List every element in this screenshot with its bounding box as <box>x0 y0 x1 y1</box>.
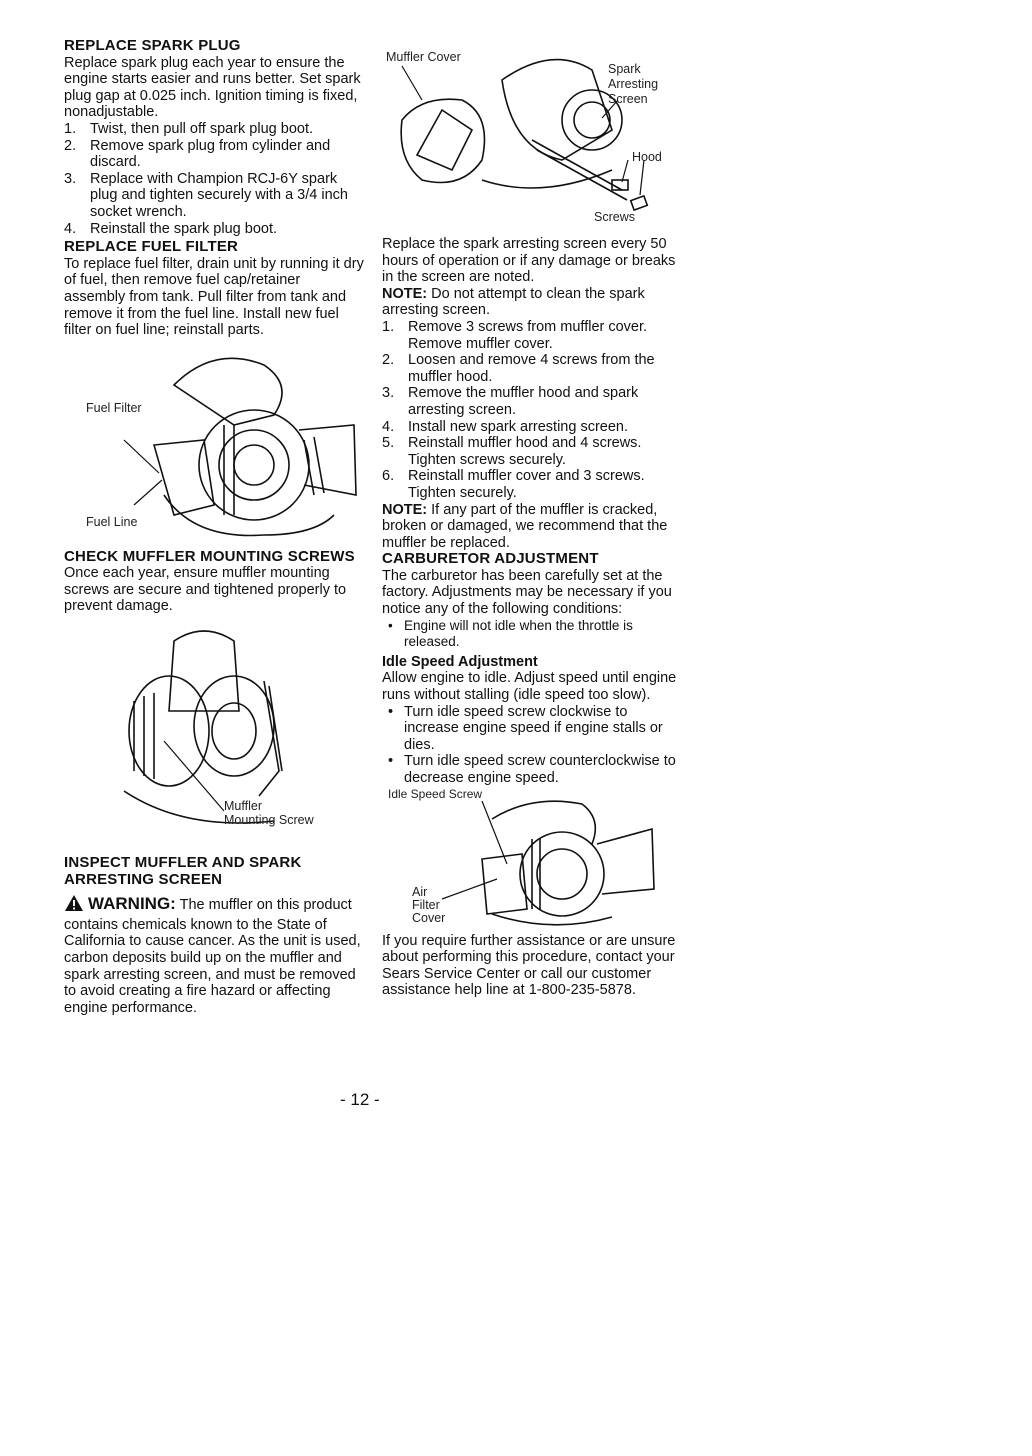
heading-carburetor-adjustment: CARBURETOR ADJUSTMENT <box>382 550 599 568</box>
step-number: 2. <box>64 137 77 154</box>
carburetor-conditions <box>382 618 682 651</box>
list-item <box>382 618 682 651</box>
page-number: - 12 - <box>340 1090 380 1109</box>
step-text: Remove the muffler hood and spark arresting screen. <box>408 385 639 418</box>
list-item <box>64 221 364 238</box>
label-screws: Screws <box>594 210 635 224</box>
list-item <box>382 419 682 436</box>
step-text: Twist, then pull off spark plug boot. <box>90 120 314 137</box>
label-arresting: Arresting <box>608 77 659 91</box>
heading-inspect-muffler: INSPECT MUFFLER AND SPARK ARRESTING SCREEN <box>64 854 302 888</box>
note-label: NOTE: <box>382 501 428 518</box>
list-item <box>382 468 682 501</box>
fuel-filter-figure <box>64 345 364 545</box>
spark-plug-steps <box>64 121 364 237</box>
screen-intro: Replace the spark arresting screen every 50 hours of operation or if any damage or breaks in the screen are noted. <box>382 236 676 286</box>
list-item <box>64 138 364 171</box>
step-text: Reinstall muffler hood and 4 screws. Tighten screws securely. <box>408 435 642 468</box>
label-filter: Filter <box>412 897 440 912</box>
heading-replace-fuel-filter: REPLACE FUEL FILTER <box>64 238 239 256</box>
list-item <box>382 352 682 385</box>
step-number: 1. <box>64 120 77 137</box>
warning-label: WARNING: <box>88 894 176 914</box>
step-number: 3. <box>64 170 77 187</box>
bullet-text: Turn idle speed screw clockwise to increase engine speed if engine stalls or dies. <box>404 703 663 753</box>
note-text: Do not attempt to clean the spark arresting screen. <box>382 285 645 319</box>
step-text: Remove 3 screws from muffler cover. Remove muffler cover. <box>408 318 648 352</box>
step-number: 3. <box>382 385 395 402</box>
warning-paragraph <box>64 894 364 1016</box>
right-column <box>382 236 682 999</box>
step-number: 5. <box>382 435 395 452</box>
list-item <box>382 704 682 754</box>
list-item <box>382 319 682 352</box>
bullet-text: Turn idle speed screw counterclockwise to decrease engine speed. <box>404 753 676 786</box>
warning-text: The muffler on this product contains chemicals known to the State of California to cause cancer. As the unit is used, carbon deposits build up on the muffler and spark arresting screen, and must be removed to avoid creating a fire hazard or affecting engine performance. <box>64 897 361 1016</box>
idle-speed-body: Allow engine to idle. Adjust speed until engine runs without stalling (idle speed too slow). <box>382 670 677 704</box>
muffler-screw-figure <box>64 621 364 851</box>
spark-plug-intro: Replace spark plug each year to ensure the engine starts easier and runs better. Set spark plug gap at 0.025 inch. Ignition timing is fixed, nonadjustable. <box>64 54 361 121</box>
step-text: Loosen and remove 4 screws from the muffler hood. <box>408 352 655 385</box>
label-cover: Cover <box>412 910 446 925</box>
step-text: Replace with Champion RCJ-6Y spark plug and tighten securely with a 3/4 inch socket wrench. <box>90 170 348 220</box>
heading-idle-speed-adjustment: Idle Speed Adjustment <box>382 653 538 670</box>
idle-speed-steps <box>382 704 682 787</box>
step-number: 2. <box>382 352 395 369</box>
label-muffler: Muffler <box>224 799 262 814</box>
label-spark: Spark <box>608 62 641 76</box>
step-number: 4. <box>64 220 77 237</box>
label-hood: Hood <box>632 150 662 164</box>
list-item <box>64 171 364 221</box>
note-text: If any part of the muffler is cracked, broken or damaged, we recommend that the muffler be replaced. <box>382 501 668 551</box>
note-label: NOTE: <box>382 285 428 302</box>
warning-triangle-icon <box>64 894 84 917</box>
left-column <box>64 38 364 1016</box>
step-text: Reinstall the spark plug boot. <box>90 220 277 237</box>
spark-arresting-figure <box>382 40 682 230</box>
step-number: 6. <box>382 468 395 485</box>
label-idle-speed-screw: Idle Speed Screw <box>388 786 483 801</box>
list-item <box>64 121 364 138</box>
label-fuel-line: Fuel Line <box>86 514 138 529</box>
idle-speed-figure <box>382 786 682 929</box>
step-number: 1. <box>382 318 395 335</box>
label-fuel-filter: Fuel Filter <box>86 400 142 415</box>
heading-replace-spark-plug: REPLACE SPARK PLUG <box>64 37 241 54</box>
step-text: Remove spark plug from cylinder and discard. <box>90 137 331 171</box>
closing-paragraph: If you require further assistance or are unsure about performing this procedure, contact your Sears Service Center or call our customer assistance help line at 1-800-235-5878. <box>382 932 676 999</box>
note-replace <box>382 502 682 552</box>
carburetor-body: The carburetor has been carefully set at the factory. Adjustments may be necessary if you notice any of the following conditions: <box>382 567 672 618</box>
label-screen: Screen <box>608 92 648 106</box>
screen-steps <box>382 319 682 502</box>
step-text: Install new spark arresting screen. <box>408 418 629 435</box>
label-muffler-cover: Muffler Cover <box>386 50 461 64</box>
fuel-filter-body: To replace fuel filter, drain unit by running it dry of fuel, then remove fuel cap/retainer assembly from tank. Pull filter from tank and remove it from the fuel line. Install new fuel filter on fuel line; reinstall parts. <box>64 255 364 339</box>
step-number: 4. <box>382 418 395 435</box>
muffler-screws-body: Once each year, ensure muffler mounting screws are secure and tightened properly to prevent damage. <box>64 565 347 615</box>
label-air: Air <box>412 884 428 899</box>
step-text: Reinstall muffler cover and 3 screws. Tighten securely. <box>408 468 645 501</box>
bullet-text: Engine will not idle when the throttle is released. <box>404 617 633 650</box>
list-item <box>382 385 682 418</box>
label-mounting-screw: Mounting Screw <box>224 813 314 828</box>
heading-check-muffler-mounting-screws: CHECK MUFFLER MOUNTING SCREWS <box>64 547 355 565</box>
list-item <box>382 435 682 468</box>
bullet-icon: • <box>388 617 393 633</box>
note-clean <box>382 286 682 319</box>
engine-illustration <box>64 621 364 851</box>
list-item <box>382 753 682 786</box>
bullet-icon: • <box>388 753 394 770</box>
bullet-icon: • <box>388 703 394 720</box>
